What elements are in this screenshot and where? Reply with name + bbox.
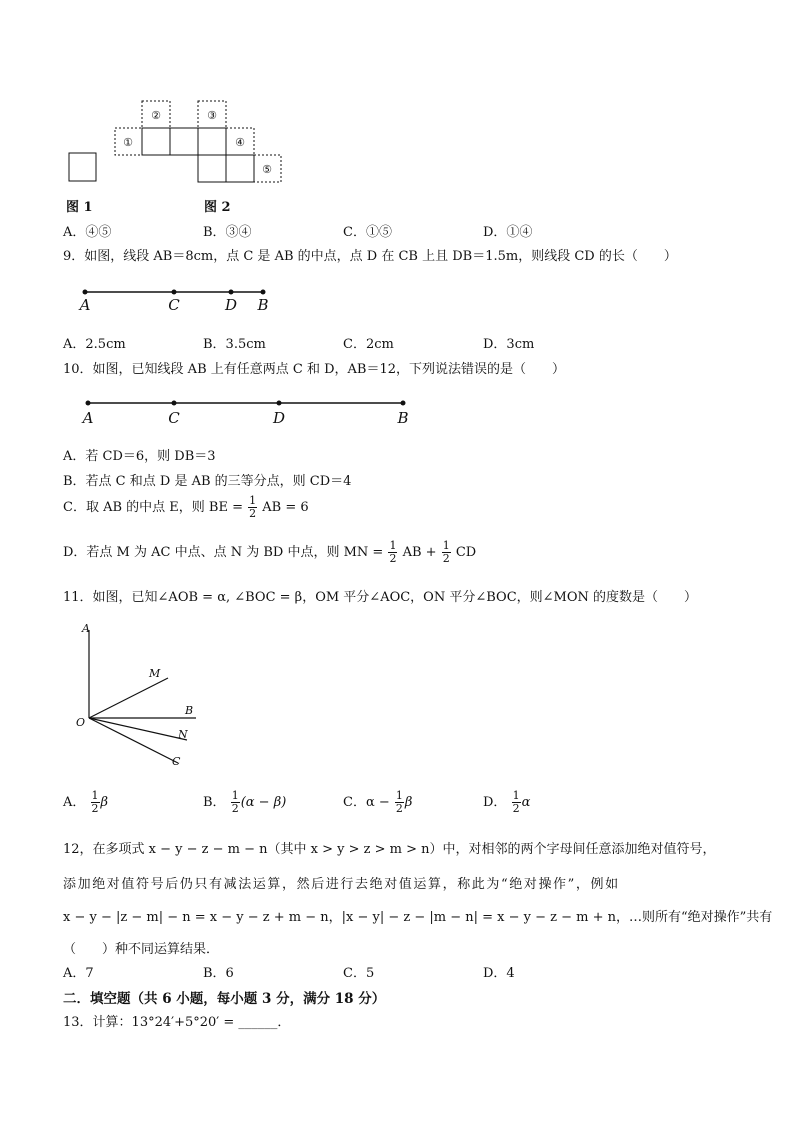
q9-point-a: A [79, 296, 91, 312]
q12-option-a[interactable]: A．7 [63, 966, 94, 981]
q10-option-d[interactable] [63, 540, 476, 565]
q11-option-a-letter: A． [63, 795, 86, 810]
q9-segment-figure [70, 282, 280, 312]
q11-option-b-letter: B． [203, 795, 226, 810]
section-heading-fill-in: 二．填空题（共 6 小题，每小题 3 分，满分 18 分） [63, 991, 386, 1007]
q9-option-d[interactable]: D．3cm [483, 337, 535, 352]
fraction-half: $\frac{1}{2}$ [389, 539, 397, 565]
q8-net-figure [60, 95, 300, 190]
q9-point-c: C [168, 296, 180, 312]
q11-label-a: A [82, 622, 90, 635]
q9-option-a[interactable]: A．2.5cm [63, 337, 126, 352]
q10-option-b[interactable]: B．若点 C 和点 D 是 AB 的三等分点，则 CD＝4 [63, 474, 352, 489]
fraction-half: $\frac{1}{2}$ [442, 539, 450, 565]
q10-point-a: A [82, 409, 94, 427]
q11-option-d-letter: D． [483, 795, 507, 810]
fraction-half: $\frac{1}{2}$ [91, 789, 99, 815]
q11-option-d-tail: α [521, 795, 531, 810]
q10-option-c-text: C．取 AB 的中点 E，则 BE = [63, 500, 243, 515]
q10-option-a[interactable]: A．若 CD＝6，则 DB＝3 [63, 449, 216, 464]
q10-point-b: B [397, 409, 409, 427]
q10-point-d: D [272, 409, 286, 427]
q11-label-o: O [76, 716, 86, 729]
q11-label-b: B [185, 704, 194, 717]
q9-point-b: B [257, 296, 269, 312]
q9-option-c[interactable]: C．2cm [343, 337, 394, 352]
q11-angle-figure [70, 620, 210, 775]
cell-label-5: ⑤ [262, 163, 272, 176]
q10-option-d-tail: CD [455, 545, 477, 560]
fig1-caption: 图 1 [66, 200, 93, 215]
q10-stem: 10．如图，已知线段 AB 上有任意两点 C 和 D，AB＝12，下列说法错误的是（ ） [63, 362, 565, 377]
q10-option-c[interactable] [63, 495, 309, 520]
q11-option-c[interactable] [343, 790, 412, 815]
q8-option-d[interactable]: D．①④ [483, 225, 533, 240]
fig1-cube [69, 153, 96, 181]
q8-option-b[interactable]: B．③④ [203, 225, 252, 240]
q13-stem: 13．计算：13°24′+5°20′ = ______． [63, 1015, 291, 1030]
fraction-half: $\frac{1}{2}$ [249, 494, 257, 520]
q11-label-c: C [172, 755, 181, 768]
q12-line-4: （ ）种不同运算结果． [63, 942, 220, 957]
q11-option-c-tail: β [404, 795, 413, 810]
q10-option-d-text: D．若点 M 为 AC 中点、点 N 为 BD 中点，则 MN = [63, 545, 384, 560]
q10-point-c: C [168, 409, 180, 427]
q9-stem: 9．如图，线段 AB＝8cm，点 C 是 AB 的中点，点 D 在 CB 上且 DB＝1.5m，则线段 CD 的长（ ） [63, 249, 677, 264]
cell-label-1: ① [123, 136, 133, 149]
fig2-caption: 图 2 [204, 200, 231, 215]
q9-point-d: D [224, 296, 238, 312]
q12-option-d[interactable]: D．4 [483, 966, 515, 981]
q10-segment-figure [75, 395, 420, 427]
q12-line-3: x − y − |z − m| − n = x − y − z + m − n，|x − y| − z − |m − n| = x − y − z − m + n，…则所有“绝对操作”共有 [63, 910, 773, 925]
q11-label-m: M [149, 667, 161, 680]
cell-label-4: ④ [235, 136, 245, 149]
q8-option-a[interactable]: A．④⑤ [63, 225, 112, 240]
q10-option-d-mid: AB + [402, 545, 437, 560]
fraction-half: $\frac{1}{2}$ [395, 789, 403, 815]
q11-option-d[interactable] [483, 790, 530, 815]
q11-option-c-letter: C．α − [343, 795, 390, 810]
fraction-half: $\frac{1}{2}$ [231, 789, 239, 815]
q11-label-n: N [178, 728, 188, 741]
q11-option-b-tail: (α − β) [240, 795, 287, 810]
q10-option-c-tail: AB = 6 [262, 500, 309, 515]
q9-option-b[interactable]: B．3.5cm [203, 337, 266, 352]
q11-option-a[interactable] [63, 790, 108, 815]
q12-line-1: 12，在多项式 x − y − z − m − n（其中 x > y > z > m > n）中，对相邻的两个字母间任意添加绝对值符号， [63, 842, 716, 857]
q11-option-a-tail: β [100, 795, 109, 810]
q12-line-2: 添加绝对值符号后仍只有减法运算，然后进行去绝对值运算，称此为“绝对操作”，例如 [63, 877, 620, 892]
cell-label-3: ③ [207, 109, 217, 122]
q12-option-c[interactable]: C．5 [343, 966, 375, 981]
q11-option-b[interactable] [203, 790, 286, 815]
q11-stem: 11．如图，已知∠AOB = α, ∠BOC = β，OM 平分∠AOC，ON 平分∠BOC，则∠MON 的度数是（ ） [63, 590, 698, 605]
q12-option-b[interactable]: B．6 [203, 966, 234, 981]
fraction-half: $\frac{1}{2}$ [512, 789, 520, 815]
q8-option-c[interactable]: C．①⑤ [343, 225, 392, 240]
cell-label-2: ② [151, 109, 161, 122]
